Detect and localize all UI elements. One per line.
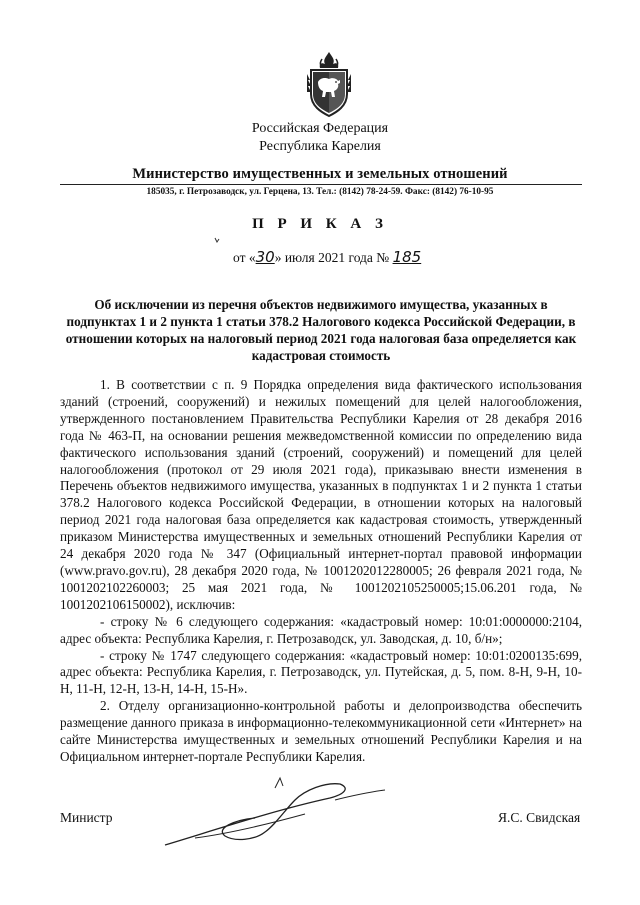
ministry-name: Министерство имущественных и земельных отношений — [132, 166, 508, 182]
coat-of-arms-emblem — [303, 50, 355, 118]
body-paragraph-4: 2. Отделу организационно-контрольной работы и делопроизводства обеспечить размещение данного приказа в информационно-телекоммуникационной сети «Интернет» на сайте Министерства имущественных и земельных отношений Республики Карелия и на Официальном интернет-портале Республики Карелия. — [60, 698, 582, 764]
order-number-handwritten: 185 — [392, 248, 422, 266]
stray-mark — [214, 237, 220, 243]
signer-title: Министр — [60, 810, 113, 825]
document-title: Об исключении из перечня объектов недвижимого имущества, указанных в подпунктах 1 и 2 пункта 1 статьи 378.2 Налогового кодекса Российской Федерации, в отношении которых на налоговый период 2021 года налоговая база определяется как кадастровая стоимость — [65, 297, 577, 363]
republic-name: Республика Карелия — [259, 139, 381, 154]
ministry-address: 185035, г. Петрозаводск, ул. Герцена, 13. Тел.: (8142) 78-24-59. Факс: (8142) 76-10-95 — [146, 187, 494, 197]
body-paragraph-3: - строку № 1747 следующего содержания: «кадастровый номер: 10:01:0200135:699, адрес объекта: Республика Карелия, г. Петрозаводск, ул. Путейская, д. 5, пом. 8-Н, 9-Н, 10-Н, 11-Н, 12-Н, 13-Н, 14-Н, 15-Н». — [60, 647, 582, 697]
order-body — [60, 377, 582, 766]
order-title: П Р И К А З — [252, 216, 388, 232]
order-date-line — [233, 248, 421, 266]
body-paragraph-2: - строку № 6 следующего содержания: «кадастровый номер: 10:01:0000000:2104, адрес объекта: Республика Карелия, г. Петрозаводск, ул. Заводская, д. 10, б/н»; — [60, 613, 582, 646]
handwritten-signature — [155, 770, 395, 860]
date-middle: » июля 2021 года № — [274, 250, 390, 265]
signer-name: Я.С. Свидская — [498, 810, 581, 825]
country-name: Российская Федерация — [251, 121, 389, 136]
date-prefix: от « — [233, 250, 256, 265]
body-paragraph-1: 1. В соответствии с п. 9 Порядка определения вида фактического использования зданий (строений, сооружений) и нежилых помещений для целей налогообложения, утвержденного постановлением Правительства Республики Карелия от 28 декабря 2016 года № 463-П, на основании решения межведомственной комиссии по определению вида фактического использования зданий (строений, сооружений) и помещений для целей налогообложения (протокол от 29 июля 2021 года), приказываю внести изменения в Перечень объектов недвижимого имущества, указанных в подпунктах 1 и 2 пункта 1 статьи 378.2 Налогового кодекса Российской Федерации, в отношении которых на налоговый период 2021 года налоговая база определяется как кадастровая стоимость, утвержденный приказом Министерства имущественных и земельных отношений Республики Карелия от 24 декабря 2020 года № 347 (Официальный интернет-портал правовой информации (www.pravo.gov.ru), 28 декабря 2020 года, № 1001202012280005; 26 февраля 2021 года, № 1001202102260003; 25 мая 2021 года, № 1001202105250005;15.06.201 года, № 1001202106150002), исключив: — [60, 377, 582, 612]
order-day-handwritten: 30 — [255, 248, 275, 266]
header-divider — [60, 184, 582, 185]
